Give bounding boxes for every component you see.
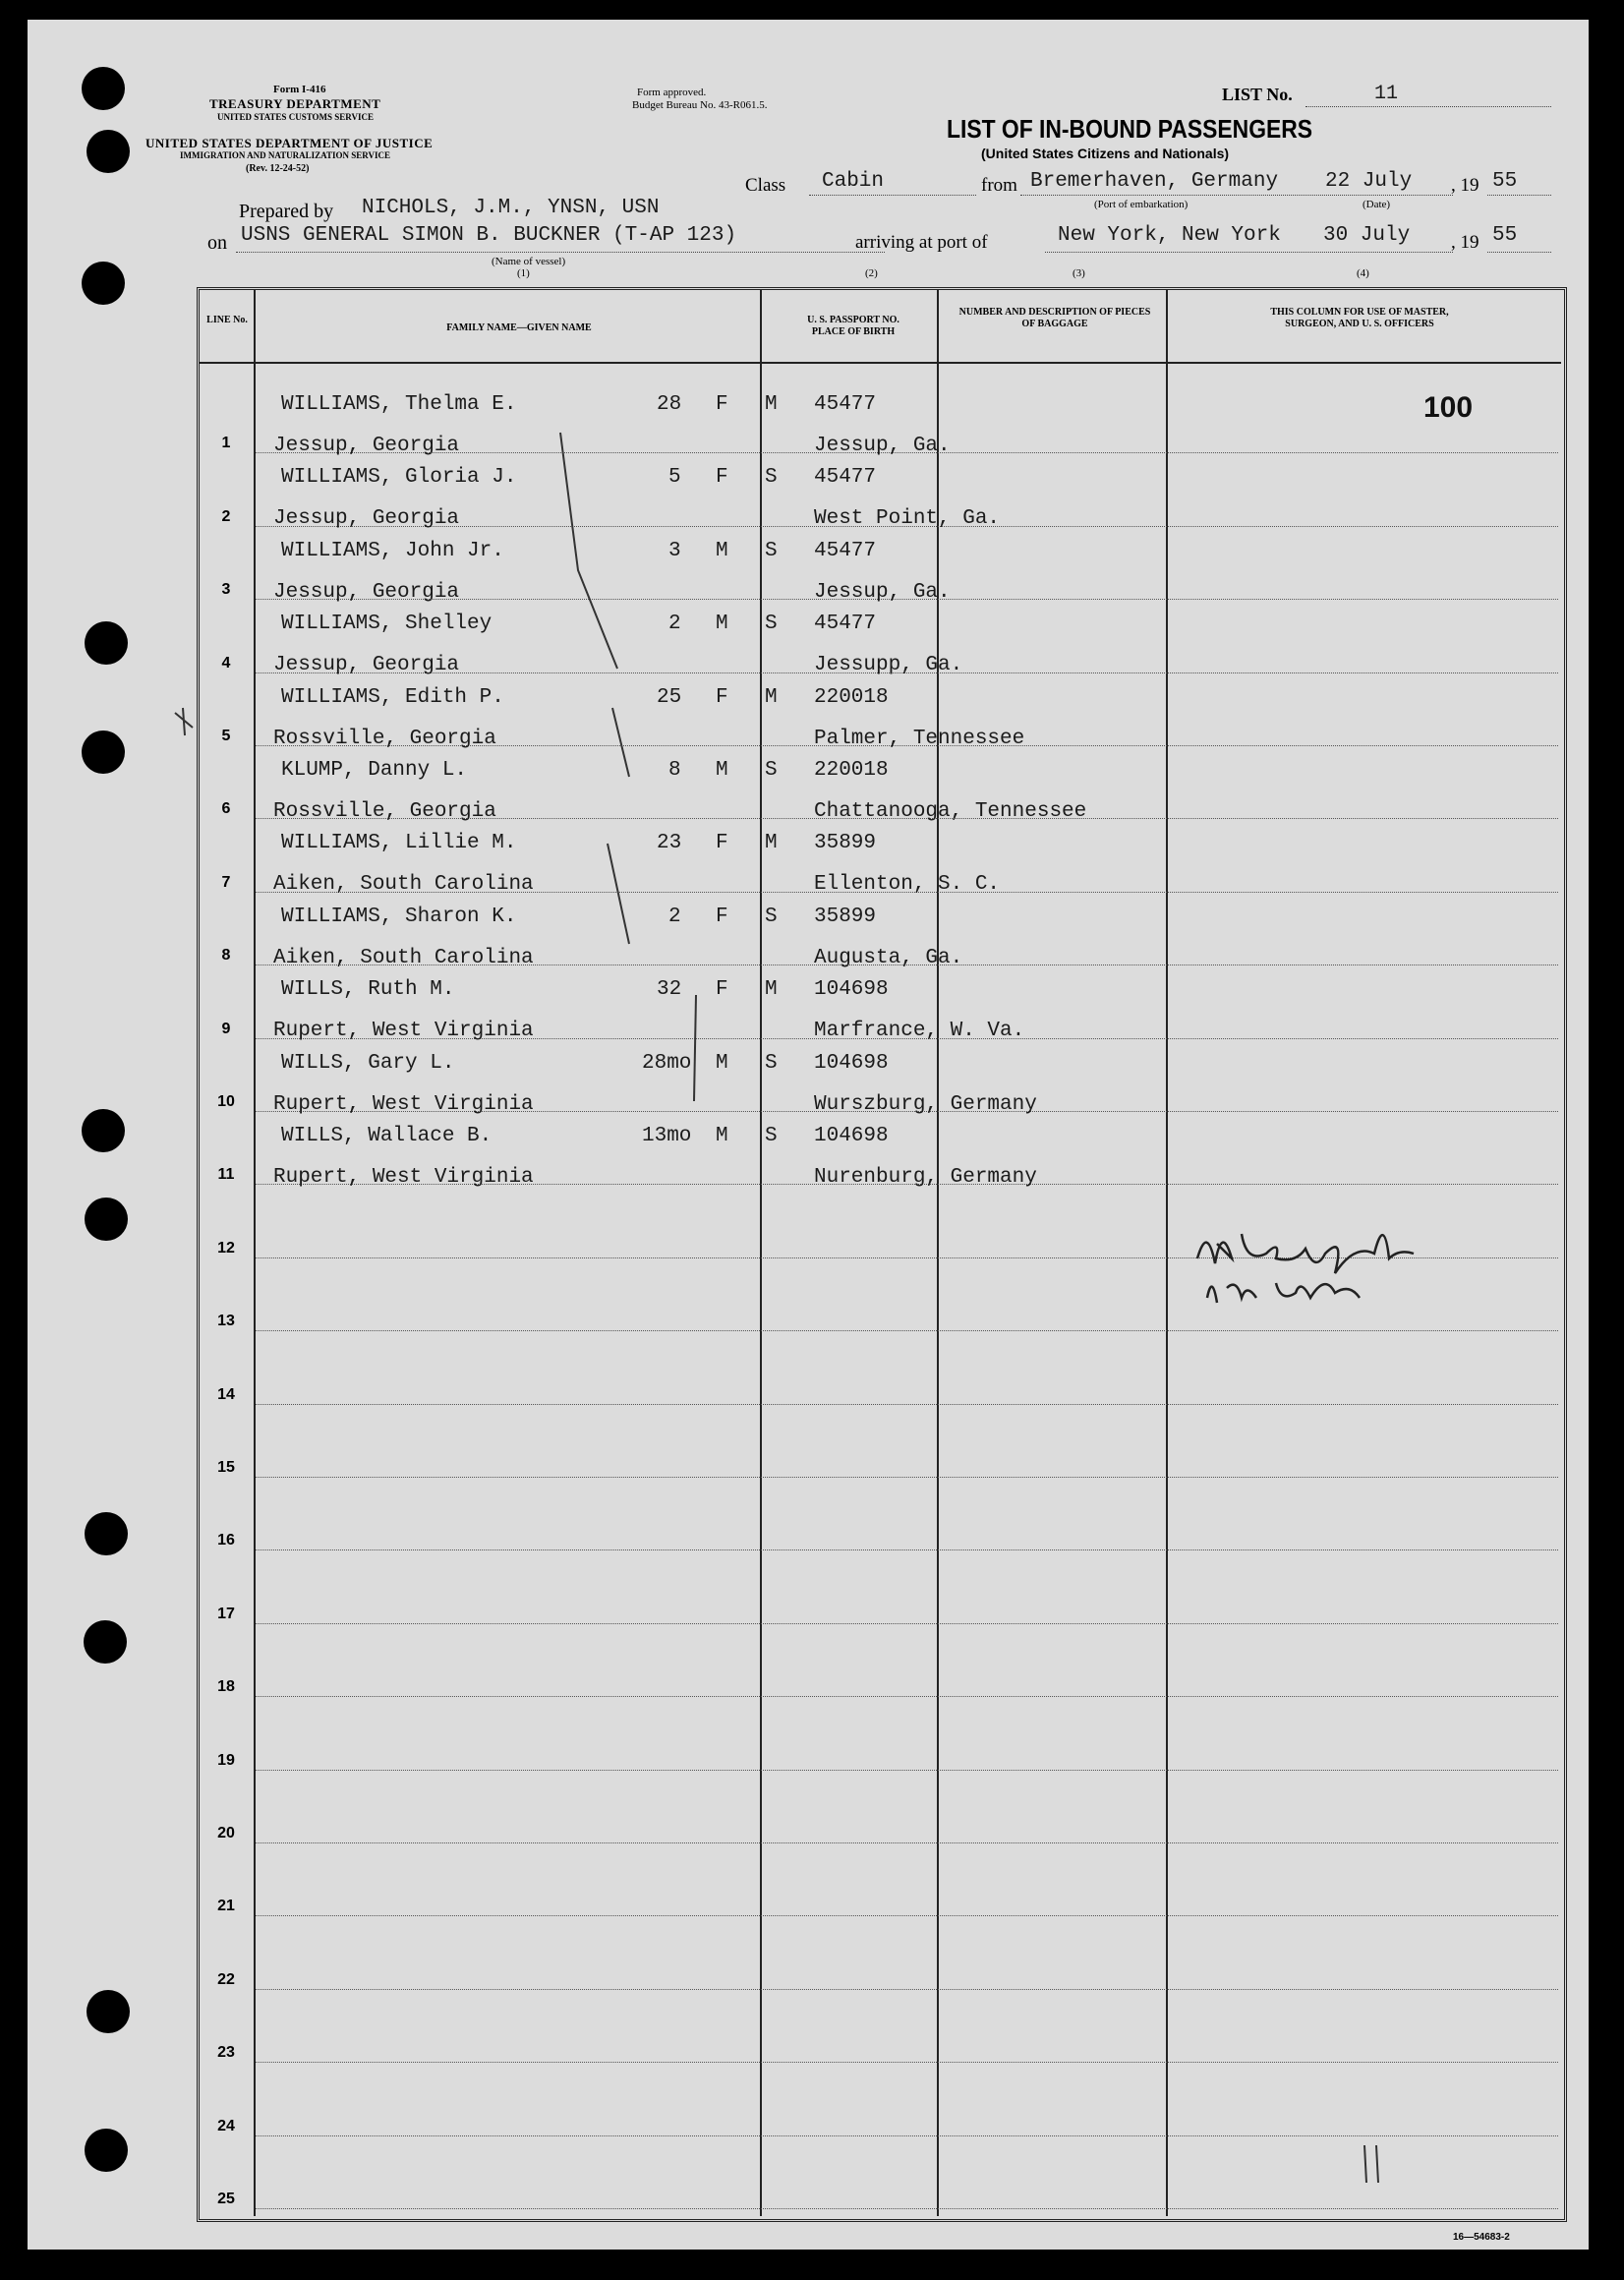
budget-bureau: Budget Bureau No. 43-R061.5. xyxy=(632,99,768,111)
passenger-status: S xyxy=(765,1125,778,1147)
passenger-residence: Aiken, South Carolina xyxy=(273,873,534,897)
line-number: 22 xyxy=(217,1970,235,1988)
passenger-residence: Rossville, Georgia xyxy=(273,800,496,823)
passenger-sex: M xyxy=(716,539,728,562)
place-of-birth: Jessup, Ga. xyxy=(814,435,951,457)
prepared-label: Prepared by xyxy=(239,201,334,222)
arriving-label: arriving at port of xyxy=(855,232,988,253)
col-caption-1: (1) xyxy=(517,267,530,279)
header-line-no: LINE No. xyxy=(206,315,248,325)
passenger-residence: Jessup, Georgia xyxy=(273,580,460,604)
line-number: 16 xyxy=(217,1532,235,1549)
passenger-age: 28 xyxy=(657,393,682,416)
form-approved: Form approved. xyxy=(637,87,707,98)
line-number: 4 xyxy=(221,654,231,672)
line-number: 19 xyxy=(217,1751,235,1769)
header-officers: THIS COLUMN FOR USE OF MASTER, SURGEON, AND U. S. OFFICERS xyxy=(1270,307,1449,329)
place-of-birth: Marfrance, W. Va. xyxy=(814,1020,1025,1043)
class-value: Cabin xyxy=(822,170,885,193)
line-number: 17 xyxy=(217,1605,235,1622)
place-of-birth: Jessup, Ga. xyxy=(814,580,951,604)
passport-number: 35899 xyxy=(814,832,877,855)
passenger-residence: Jessup, Georgia xyxy=(273,654,460,677)
passenger-name: WILLIAMS, Thelma E. xyxy=(281,393,517,416)
form-number: Form I-416 xyxy=(273,84,326,95)
passport-number: 45477 xyxy=(814,393,877,416)
passport-number: 220018 xyxy=(814,759,889,782)
passenger-sex: F xyxy=(716,978,728,1002)
passenger-status: M xyxy=(765,832,778,855)
line-number: 1 xyxy=(221,435,231,452)
place-of-birth: Wurszburg, Germany xyxy=(814,1092,1037,1116)
line-number: 18 xyxy=(217,1678,235,1696)
line-number: 10 xyxy=(217,1093,235,1110)
passenger-name: WILLIAMS, John Jr. xyxy=(281,539,504,562)
col-caption-4: (4) xyxy=(1357,267,1369,279)
passenger-residence: Rupert, West Virginia xyxy=(273,1166,534,1189)
passenger-sex: M xyxy=(716,1125,728,1147)
passenger-name: WILLS, Ruth M. xyxy=(281,978,455,1002)
passenger-sex: F xyxy=(716,905,728,928)
passenger-name: WILLIAMS, Lillie M. xyxy=(281,832,517,855)
embarkation-port: Bremerhaven, Germany xyxy=(1030,170,1279,193)
passport-number: 45477 xyxy=(814,466,877,490)
passenger-status: M xyxy=(765,978,778,1002)
customs-service: UNITED STATES CUSTOMS SERVICE xyxy=(217,112,374,122)
passenger-age: 23 xyxy=(657,832,682,855)
passenger-sex: M xyxy=(716,613,728,636)
passport-number: 104698 xyxy=(814,978,889,1002)
vessel-caption: (Name of vessel) xyxy=(492,256,566,267)
passenger-sex: F xyxy=(716,685,728,709)
passenger-residence: Rupert, West Virginia xyxy=(273,1092,534,1116)
passenger-status: S xyxy=(765,905,778,928)
passenger-sex: M xyxy=(716,759,728,782)
line-number: 8 xyxy=(221,947,231,965)
list-no-value: 11 xyxy=(1374,83,1399,105)
year-prefix-2: , 19 xyxy=(1451,232,1479,253)
vessel-name: USNS GENERAL SIMON B. BUCKNER (T-AP 123) xyxy=(241,224,737,247)
passenger-age: 13mo xyxy=(642,1125,692,1147)
passenger-age: 32 xyxy=(657,978,682,1002)
print-code: 16—54683-2 xyxy=(1453,2232,1510,2243)
passport-number: 104698 xyxy=(814,1051,889,1075)
passport-number: 220018 xyxy=(814,685,889,709)
on-label: on xyxy=(207,232,227,254)
line-number: 12 xyxy=(217,1239,235,1257)
page-number-handwritten xyxy=(1374,2143,1375,2144)
passenger-name: WILLIAMS, Edith P. xyxy=(281,685,504,709)
passenger-name: WILLS, Gary L. xyxy=(281,1051,455,1075)
line-number: 2 xyxy=(221,507,231,525)
passenger-residence: Aiken, South Carolina xyxy=(273,946,534,969)
passport-number: 45477 xyxy=(814,613,877,636)
manifest-page xyxy=(28,20,1589,2250)
header-passport: U. S. PASSPORT NO. PLACE OF BIRTH xyxy=(807,315,899,337)
header-name: FAMILY NAME—GIVEN NAME xyxy=(446,322,592,333)
col-caption-3: (3) xyxy=(1073,267,1085,279)
arrival-date: 30 July xyxy=(1323,224,1411,247)
place-of-birth: Augusta, Ga. xyxy=(814,946,963,969)
passenger-status: S xyxy=(765,539,778,562)
passenger-age: 2 xyxy=(668,905,681,928)
place-of-birth: Jessupp, Ga. xyxy=(814,654,963,677)
bleed-through xyxy=(460,1573,1541,1829)
passenger-sex: F xyxy=(716,832,728,855)
arrival-year: 55 xyxy=(1492,224,1518,247)
from-label: from xyxy=(981,175,1017,196)
passenger-age: 8 xyxy=(668,759,681,782)
embarkation-year: 55 xyxy=(1492,170,1518,193)
passenger-residence: Jessup, Georgia xyxy=(273,507,460,531)
officer-count: 100 xyxy=(1423,391,1474,424)
prepared-by: NICHOLS, J.M., YNSN, USN xyxy=(362,197,660,219)
passenger-status: S xyxy=(765,1051,778,1075)
passenger-name: WILLIAMS, Sharon K. xyxy=(281,905,517,928)
passenger-status: S xyxy=(765,759,778,782)
passenger-age: 28mo xyxy=(642,1051,692,1075)
pencil-marks xyxy=(28,20,1589,2250)
passenger-status: M xyxy=(765,685,778,709)
place-of-birth: Ellenton, S. C. xyxy=(814,873,1001,897)
header-baggage: NUMBER AND DESCRIPTION OF PIECES OF BAGGAGE xyxy=(958,307,1151,329)
passenger-residence: Rossville, Georgia xyxy=(273,727,496,750)
line-number: 11 xyxy=(217,1166,235,1184)
passenger-status: S xyxy=(765,613,778,636)
line-number: 3 xyxy=(221,581,231,599)
line-number: 6 xyxy=(221,800,231,818)
passenger-sex: F xyxy=(716,466,728,490)
date-caption: (Date) xyxy=(1363,199,1391,210)
place-of-birth: Palmer, Tennessee xyxy=(814,727,1025,750)
passenger-name: WILLS, Wallace B. xyxy=(281,1125,493,1147)
line-number: 20 xyxy=(217,1825,235,1842)
ins-service: IMMIGRATION AND NATURALIZATION SERVICE xyxy=(180,150,390,160)
place-of-birth: Nurenburg, Germany xyxy=(814,1166,1037,1189)
col-caption-2: (2) xyxy=(865,267,878,279)
class-label: Class xyxy=(745,175,786,196)
list-no-label: LIST No. xyxy=(1222,85,1293,104)
passenger-residence: Rupert, West Virginia xyxy=(273,1020,534,1043)
justice-dept: UNITED STATES DEPARTMENT OF JUSTICE xyxy=(145,136,434,150)
embarkation-date: 22 July xyxy=(1325,170,1413,193)
line-number: 15 xyxy=(217,1459,235,1476)
passenger-name: KLUMP, Danny L. xyxy=(281,759,468,782)
line-number: 25 xyxy=(217,2191,235,2207)
inspector-signature xyxy=(1188,1204,1433,1313)
passenger-status: M xyxy=(765,393,778,416)
passenger-sex: M xyxy=(716,1051,728,1075)
passenger-sex: F xyxy=(716,393,728,416)
passenger-name: WILLIAMS, Gloria J. xyxy=(281,466,517,490)
line-number: 13 xyxy=(217,1313,235,1330)
passenger-age: 3 xyxy=(668,539,681,562)
line-number: 23 xyxy=(217,2044,235,2062)
revision: (Rev. 12-24-52) xyxy=(246,163,310,174)
passenger-status: S xyxy=(765,466,778,490)
passport-number: 45477 xyxy=(814,539,877,562)
passport-number: 35899 xyxy=(814,905,877,928)
arrival-port: New York, New York xyxy=(1058,224,1281,247)
line-number: 14 xyxy=(217,1385,235,1403)
place-of-birth: Chattanooga, Tennessee xyxy=(814,800,1087,823)
passenger-age: 25 xyxy=(657,685,682,709)
line-number: 24 xyxy=(217,2117,235,2134)
line-number: 21 xyxy=(217,1898,235,1915)
passenger-residence: Jessup, Georgia xyxy=(273,435,460,457)
line-number: 5 xyxy=(221,728,231,744)
passenger-age: 2 xyxy=(668,613,681,636)
year-prefix: , 19 xyxy=(1451,175,1479,196)
treasury-dept: TREASURY DEPARTMENT xyxy=(209,96,381,111)
passenger-name: WILLIAMS, Shelley xyxy=(281,613,493,636)
line-number: 9 xyxy=(221,1020,231,1037)
form-subtitle: (United States Citizens and Nationals) xyxy=(981,146,1230,161)
place-of-birth: West Point, Ga. xyxy=(814,507,1001,531)
passenger-age: 5 xyxy=(668,466,681,490)
passport-number: 104698 xyxy=(814,1125,889,1147)
line-number: 7 xyxy=(221,873,231,891)
port-embarkation-caption: (Port of embarkation) xyxy=(1094,199,1189,210)
form-title: LIST OF IN-BOUND PASSENGERS xyxy=(947,114,1313,144)
